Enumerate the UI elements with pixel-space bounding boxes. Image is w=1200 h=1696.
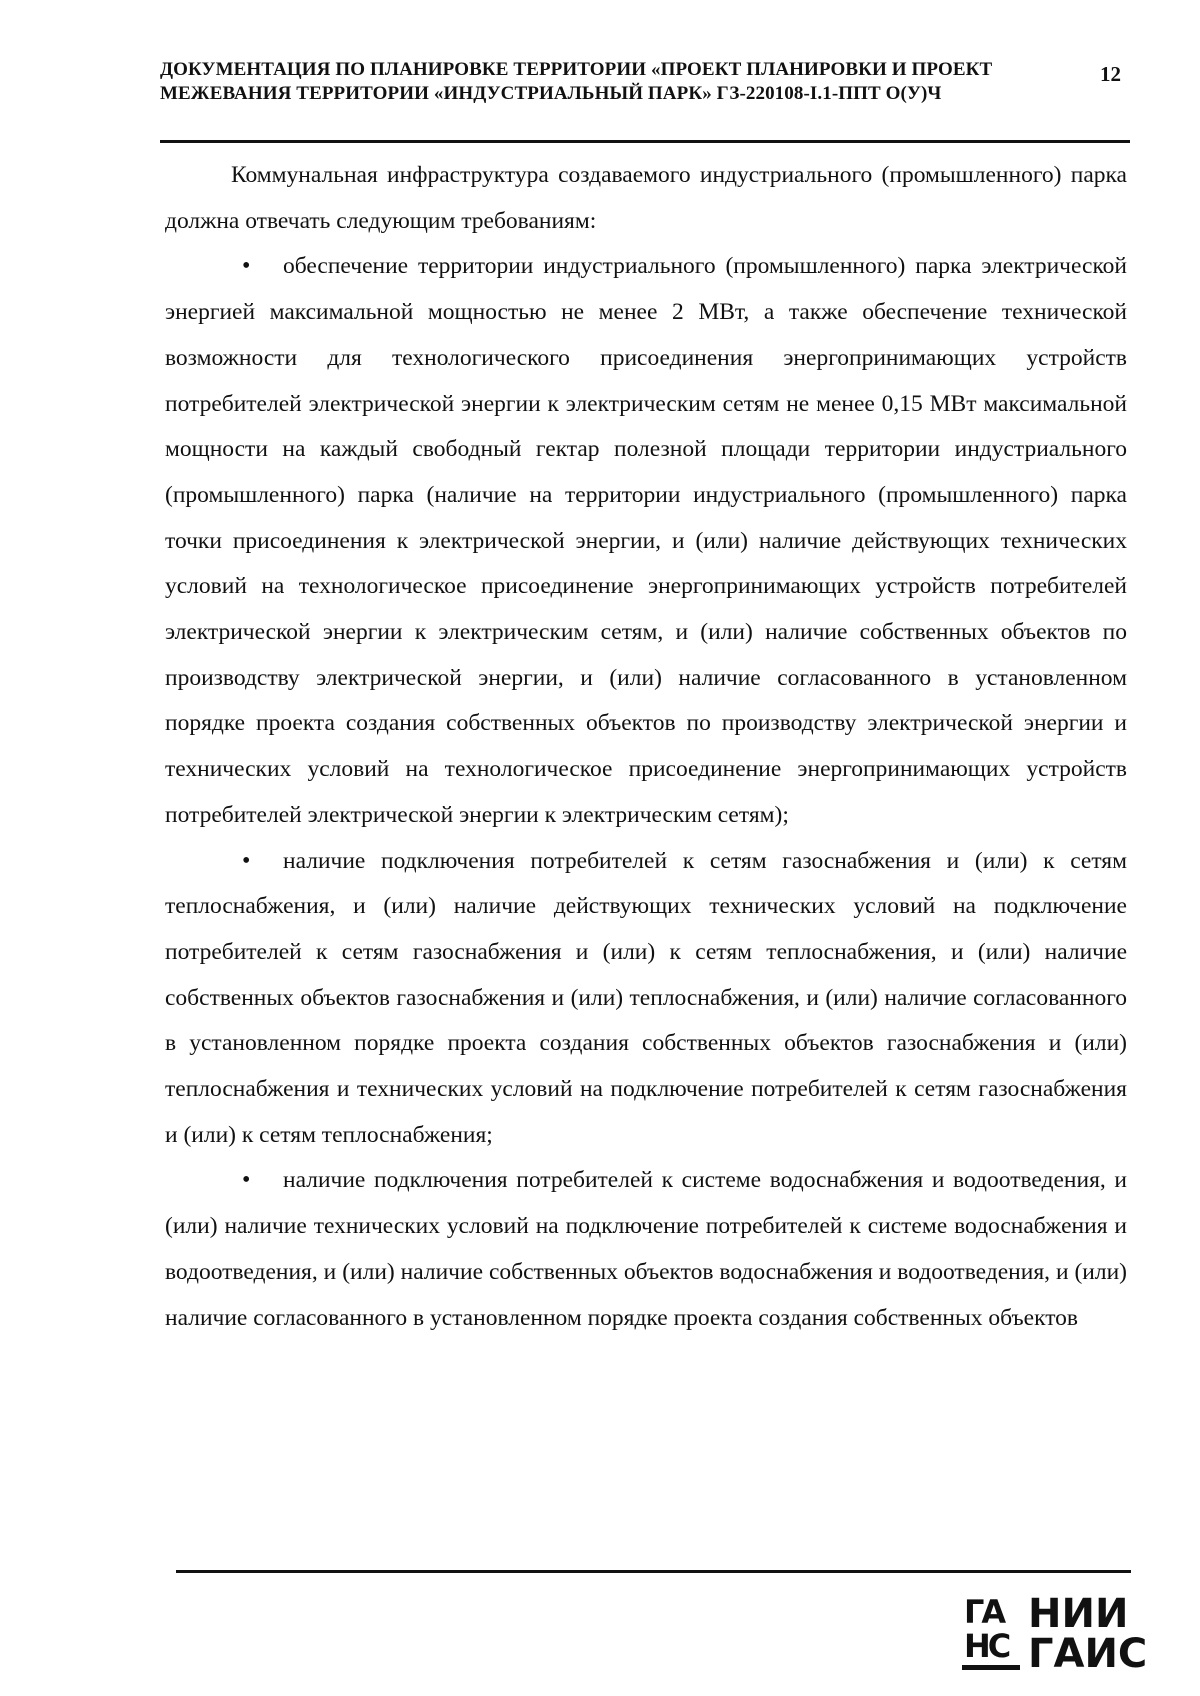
document-body [165, 153, 1127, 1341]
header-title-line-2: МЕЖЕВАНИЯ ТЕРРИТОРИИ «ИНДУСТРИАЛЬНЫЙ ПАРК» ГЗ-220108-I.1-ППТ О(У)Ч [160, 83, 942, 104]
header-divider [160, 140, 1130, 143]
logo-wordmark [1028, 1591, 1148, 1677]
logo-mark-top: ГА [964, 1593, 1004, 1631]
bullet-icon: • [242, 847, 251, 874]
list-item-text: наличие подключения потребителей к сетям газоснабжения и (или) к сетям теплоснабжения, и (или) наличие действующих технических условий на подключение потребителей к сетям газоснабжения и (или) к сетям теплоснабжения, и (или) наличие собственных объектов газоснабжения и (или) теплоснабжения, и (или) наличие согласованного в установленном порядке проекта создания собственных объектов газоснабжения и (или) теплоснабжения и технических условий на подключение потребителей к сетям газоснабжения и (или) к сетям теплоснабжения; [165, 847, 1127, 1148]
logo-line-1: НИИ [1028, 1591, 1129, 1637]
bullet-icon: • [242, 1167, 251, 1194]
list-item [165, 244, 1127, 838]
document-header [160, 58, 1040, 106]
logo-mark-icon [962, 1594, 1022, 1674]
bullet-icon: • [242, 253, 251, 280]
list-item [165, 839, 1127, 1159]
footer-divider [176, 1570, 1131, 1573]
intro-paragraph: Коммунальная инфраструктура создаваемого индустриального (промышленного) парка должна отвечать следующим требованиям: [165, 162, 1127, 234]
logo-mark-bottom: НС [964, 1627, 1009, 1665]
logo-mark-bar [962, 1665, 1020, 1670]
list-item [165, 1158, 1127, 1341]
logo-line-2: ГАИС [1028, 1631, 1148, 1677]
list-item-text: обеспечение территории индустриального (промышленного) парка электрической энергией максимальной мощностью не менее 2 МВт, а также обеспечение технической возможности для технологического присоединения энергопринимающих устройств потребителей электрической энергии к электрическим сетям не менее 0,15 МВт максимальной мощности на каждый свободный гектар полезной площади территории индустриального (промышленного) парка (наличие на территории индустриального (промышленного) парка точки присоединения к электрической энергии, и (или) наличие действующих технических условий на технологическое присоединение энергопринимающих устройств потребителей электрической энергии к электрическим сетям, и (или) наличие собственных объектов по производству электрической энергии, и (или) наличие согласованного в установленном порядке проекта создания собственных объектов по производству электрической энергии и технических условий на технологическое присоединение энергопринимающих устройств потребителей электрической энергии к электрическим сетям); [165, 253, 1127, 828]
list-item-text: наличие подключения потребителей к системе водоснабжения и водоотведения, и (или) наличие технических условий на подключение потребителей к системе водоснабжения и водоотведения, и (или) наличие собственных объектов водоснабжения и водоотведения, и (или) наличие согласованного в установленном порядке проекта создания собственных объектов [165, 1167, 1127, 1331]
page-number: 12 [1100, 62, 1121, 86]
header-title-line-1: ДОКУМЕНТАЦИЯ ПО ПЛАНИРОВКЕ ТЕРРИТОРИИ «ПРОЕКТ ПЛАНИРОВКИ И ПРОЕКТ [160, 59, 993, 80]
company-logo [962, 1591, 1162, 1680]
